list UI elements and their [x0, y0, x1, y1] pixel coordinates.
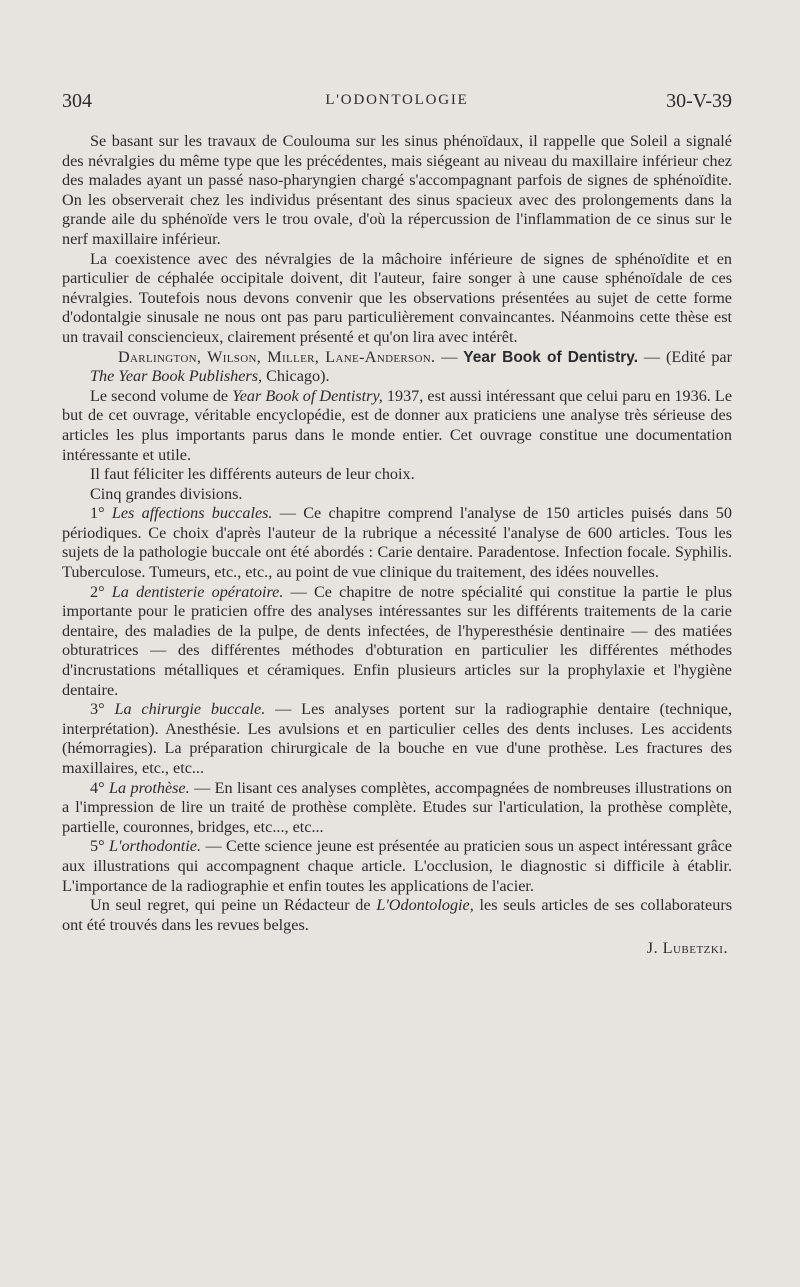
section-number: 4°	[90, 778, 105, 797]
section-affections-buccales	[62, 504, 732, 582]
section-text: — Cette science jeune est présentée au praticien sous un aspect intéressant grâce aux illustrations qui accompagnent chaque article. L'occlusion, le diagnostic si difficile à établir. L'importance de la radiographie et enfin toutes les applications de l'acier.	[62, 837, 732, 895]
book-title-italic: Year Book of Dentistry,	[232, 386, 383, 405]
reference-edit-prefix: — (Edité par	[638, 347, 733, 366]
reference-publisher: The Year Book Publishers,	[90, 367, 263, 386]
reference-dash: —	[435, 347, 464, 366]
section-title: L'orthodontie.	[108, 837, 202, 856]
reference-edit-suffix: Chicago).	[262, 367, 330, 386]
section-number: 3°	[90, 700, 105, 719]
section-prothese	[62, 779, 732, 838]
section-title: Les affections buccales.	[111, 504, 273, 523]
reference-authors: Darlington, Wilson, Miller, Lane-Anderson.	[118, 347, 436, 366]
section-title: La prothèse.	[108, 778, 190, 797]
running-head	[62, 90, 732, 118]
page-number: 304	[62, 90, 92, 112]
paragraph-divisions: Cinq grandes divisions.	[90, 484, 243, 503]
reference-book-title: Year Book of Dentistry.	[463, 348, 639, 366]
closing-end: les seuls articles de ses collaborateurs ont été trouvés dans les revues belges.	[62, 896, 733, 934]
section-text: — Les analyses portent sur la radiographie dentaire (technique, interprétation). Anesthésie. Les avulsions et en particulier celles des dents incluses. Les accidents (hémorragies). La préparation chirurgicale de la bouche en vue d'une prothèse. Les fractures des maxillaires, etc., etc...	[62, 700, 732, 777]
section-number: 2°	[90, 582, 105, 601]
paragraph-congratulations: Il faut féliciter les différents auteurs de leur choix.	[90, 465, 415, 484]
section-text: — Ce chapitre de notre spécialité qui constitue la partie le plus importante pour le praticien offre des analyses intéressantes sur les différents traitements de la carie dentaire, des maladies de la pulpe, de dents infectées, de l'hyperesthésie dentinaire — des matiées obturatrices — des différentes méthodes d'obturation en particulier les différentes méthodes d'incrustations métalliques et céramiques. Enfin plusieurs articles sur la prophylaxie et l'hygiène dentaire.	[62, 582, 732, 699]
section-orthodontie	[62, 837, 732, 896]
book-reference	[62, 348, 732, 387]
paragraph-coexistence: La coexistence avec des névralgies de la mâchoire inférieure de signes de sphénoïdite et en particulier de céphalée occipitale doivent, dit l'auteur, faire songer à une cause sphénoïdale de ces névralgies. Toutefois nous devons convenir que les observations présentées au sujet de cette forme d'odontalgie sinusale ne nous ont pas paru particulièrement convaincantes. Néanmoins cette thèse est un travail consciencieux, clairement présenté et qu'on lira avec intérêt.	[62, 249, 732, 346]
section-title: La dentisterie opératoire.	[111, 582, 284, 601]
paragraph-sinus: Se basant sur les travaux de Coulouma sur les sinus phénoïdaux, il rappelle que Soleil a signalé des névralgies du même type que les précédentes, mais siégeant au niveau du maxillaire inférieur chez des malades ayant un passé naso-pharyngien chargé s'accompagnant parfois de signes de sphénoïdite. On les observerait chez les individus présentant des sinus spacieux avec des prolongements dans la grande aile du sphénoïde vers le trou ovale, d'où la répercussion de l'inflammation de ce sinus sur le nerf maxillaire inférieur.	[62, 132, 732, 248]
issue-date: 30-V-39	[666, 90, 732, 112]
closing-start: Un seul regret, qui peine un Rédacteur de	[90, 896, 377, 915]
section-dentisterie-operatoire	[62, 583, 732, 701]
journal-title: L'ODONTOLOGIE	[325, 92, 469, 108]
section-chirurgie-buccale	[62, 700, 732, 778]
paragraph-second-volume	[62, 387, 732, 465]
paragraph-second-volume-start: Le second volume de	[90, 386, 233, 405]
article-body	[62, 132, 732, 959]
paragraph-closing	[62, 896, 732, 935]
paragraph-second-volume-end: 1937, est aussi intéressant que celui paru en 1936. Le but de cet ouvrage, véritable encyclopédie, est de donner aux praticiens une analyse très sérieuse des articles les plus importants parus dans le monde entier. Cet ouvrage constitue une documentation intéressante et utile.	[62, 386, 733, 464]
section-number: 1°	[90, 504, 105, 523]
section-text: — Ce chapitre comprend l'analyse de 150 articles puisés dans 50 périodiques. Ce choix d'après l'auteur de la rubrique a nécessité l'analyse de 600 articles. Tous les sujets de la pathologie buccale ont été abordés : Carie dentaire. Paradentose. Infection focale. Syphilis. Tuberculose. Tumeurs, etc., etc., au point de vue clinique du traitement, des idées nouvelles.	[62, 504, 732, 582]
section-title: La chirurgie buccale.	[114, 700, 266, 719]
journal-name-italic: L'Odontologie,	[376, 896, 474, 915]
section-text: — En lisant ces analyses complètes, accompagnées de nombreuses illustrations on a l'impression de lire un traité de prothèse complète. Etudes sur l'articulation, la prothèse complète, partielle, couronnes, bridges, etc..., etc...	[62, 778, 733, 836]
section-number: 5°	[90, 837, 105, 856]
author-signature: J. Lubetzki.	[646, 939, 728, 958]
